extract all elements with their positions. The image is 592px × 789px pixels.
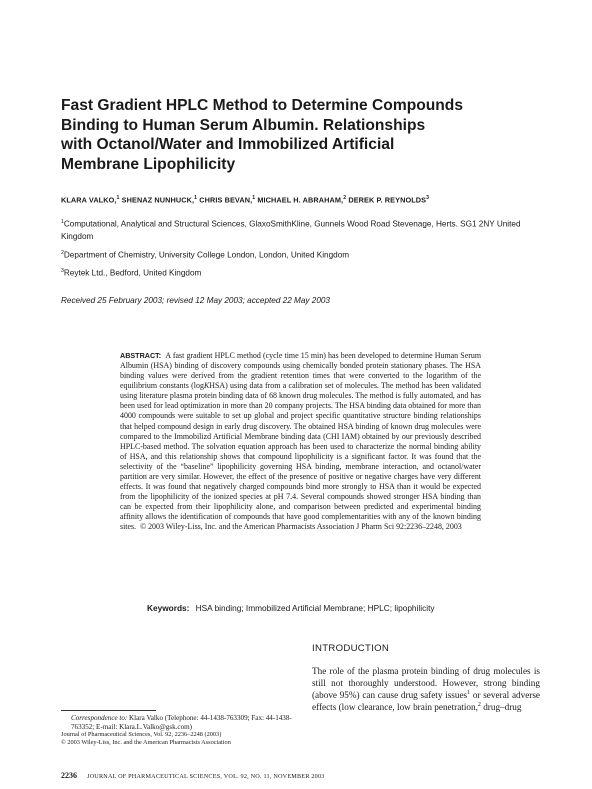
affiliation-text: Department of Chemistry, University College London, London, United Kingdom bbox=[63, 250, 350, 260]
correspondence-note bbox=[61, 714, 301, 731]
footnotes bbox=[61, 714, 301, 747]
author-affiliation-mark: 1 bbox=[252, 195, 256, 201]
article-title bbox=[61, 96, 541, 174]
abstract-variable-k: K bbox=[203, 381, 210, 391]
author-affiliation-mark: 2 bbox=[343, 195, 347, 201]
affiliation-text: Computational, Analytical and Structural Sciences, GlaxoSmithKline, Gunnels Wood Road Stevenage, Herts. SG1 2NY United Kingdom bbox=[61, 219, 521, 241]
section-heading: INTRODUCTION bbox=[312, 643, 390, 654]
affiliation-mark: 3 bbox=[61, 268, 64, 274]
title-line: with Octanol/Water and Immobilized Artificial bbox=[61, 136, 395, 153]
citation-mark: 1 bbox=[467, 690, 471, 697]
author-affiliation-mark: 3 bbox=[426, 195, 430, 201]
title-line: Binding to Human Serum Albumin. Relationships bbox=[61, 116, 426, 134]
citation-mark: 2 bbox=[477, 702, 481, 709]
keywords bbox=[147, 603, 435, 613]
abstract-label: ABSTRACT: bbox=[120, 351, 162, 360]
correspondence-text: Klara Valko (Telephone: 44-1438-763309; Fax: 44-1438-763352; E-mail: Klara.L.Valko@gsk.com) bbox=[71, 714, 292, 731]
intro-text-run: drug–drug bbox=[480, 702, 522, 713]
author-name: DEREK P. REYNOLDS bbox=[348, 195, 427, 205]
title-line: Fast Gradient HPLC Method to Determine Compounds bbox=[61, 97, 463, 114]
abstract-copyright: © 2003 Wiley-Liss, Inc. and the American Pharmacists Association J Pharm Sci 92:2236–2248, 2003 bbox=[140, 522, 462, 532]
correspondence-label: Correspondence to: bbox=[71, 714, 128, 722]
abstract-text: A fast gradient HPLC method (cycle time 15 min) has been developed to determine Human Serum Albumin (HSA) binding of discovery compounds using chemically bonded protein stationary phases. The HSA binding values were derived from the gradient retention times that were converted to the logarithm of the equilibrium constants (log bbox=[120, 351, 482, 391]
footnote-divider bbox=[61, 710, 156, 711]
page-number: 2236 bbox=[61, 771, 77, 780]
author-affiliation-mark: 1 bbox=[194, 195, 198, 201]
abstract bbox=[120, 351, 481, 532]
submission-dates: Received 25 February 2003; revised 12 May 2003; accepted 22 May 2003 bbox=[61, 296, 330, 305]
author-name: MICHAEL H. ABRAHAM, bbox=[257, 195, 344, 205]
author-list bbox=[61, 195, 429, 204]
affiliation bbox=[61, 265, 531, 280]
keywords-text: HSA binding; Immobilized Artificial Membrane; HPLC; lipophilicity bbox=[195, 603, 435, 613]
intro-text-run: or several adverse effects (low clearance, low brain penetration, bbox=[312, 690, 540, 713]
abstract-text: HSA) using data from a calibration set of molecules. The method has been validated using literature plasma protein binding data of 68 known drug molecules. The method is fully automated, and has been used for lead optimization in more than 20 company projects. The HSA binding data obtained for more than 4000 compounds were suitable to set up global and project specific quantitative structure binding relationships that helped compound design in early drug discovery. The obtained HSA binding of known drug molecules were compared to the Immobilizd Artificial Membrane binding data (CHI IAM) obtained by our previously described HPLC-based method. The solvation equation approach has been used to characterize the normal binding ability of HSA, and this relationship shows that compound lipophilicity is a significant factor. It was found that the selectivity of the “baseline” lipophilicity governing HSA binding, membrane interaction, and octanol/water partition are very similar. However, the effect of the presence of positive or negative charges have very different effects. It was found that negatively charged compounds bind more strongly to HSA than it would be expected from the lipophilicity of the ionized species at pH 7.4. Several compounds showed stronger HSA binding than can be expected from their lipophilicity alone, and comparison between predicted and experimental binding affinity allows the identification of compounds that have good complementarities with any of the known binding sites. bbox=[120, 381, 481, 532]
intro-text-run: The role of the plasma protein binding of drug molecules is still not thoroughly understood. However, strong binding (above 95%) can cause drug safety issues bbox=[312, 666, 540, 701]
introduction-text bbox=[312, 665, 540, 713]
author-name: SHENAZ NUNHUCK, bbox=[121, 195, 195, 205]
affiliation-text: Reytek Ltd., Bedford, United Kingdom bbox=[63, 268, 202, 278]
title-line: Membrane Lipophilicity bbox=[61, 155, 236, 173]
author-affiliation-mark: 1 bbox=[116, 195, 120, 201]
affiliation bbox=[61, 216, 531, 243]
affiliation-mark: 1 bbox=[61, 219, 64, 225]
page-footer bbox=[61, 765, 325, 783]
keywords-label: Keywords: bbox=[147, 603, 190, 613]
journal-citation: Journal of Pharmaceutical Sciences, Vol. 92, 2236–2248 (2003) bbox=[61, 731, 222, 739]
footnote-copyright: © 2003 Wiley-Liss, Inc. and the American Pharmacists Association bbox=[61, 739, 231, 747]
affiliation-mark: 2 bbox=[61, 250, 64, 256]
running-footer: JOURNAL OF PHARMACEUTICAL SCIENCES, VOL. 92, NO. 11, NOVEMBER 2003 bbox=[87, 773, 325, 780]
author-name: KLARA VALKO, bbox=[61, 195, 117, 205]
author-name: CHRIS BEVAN, bbox=[199, 195, 253, 205]
affiliation bbox=[61, 247, 531, 262]
